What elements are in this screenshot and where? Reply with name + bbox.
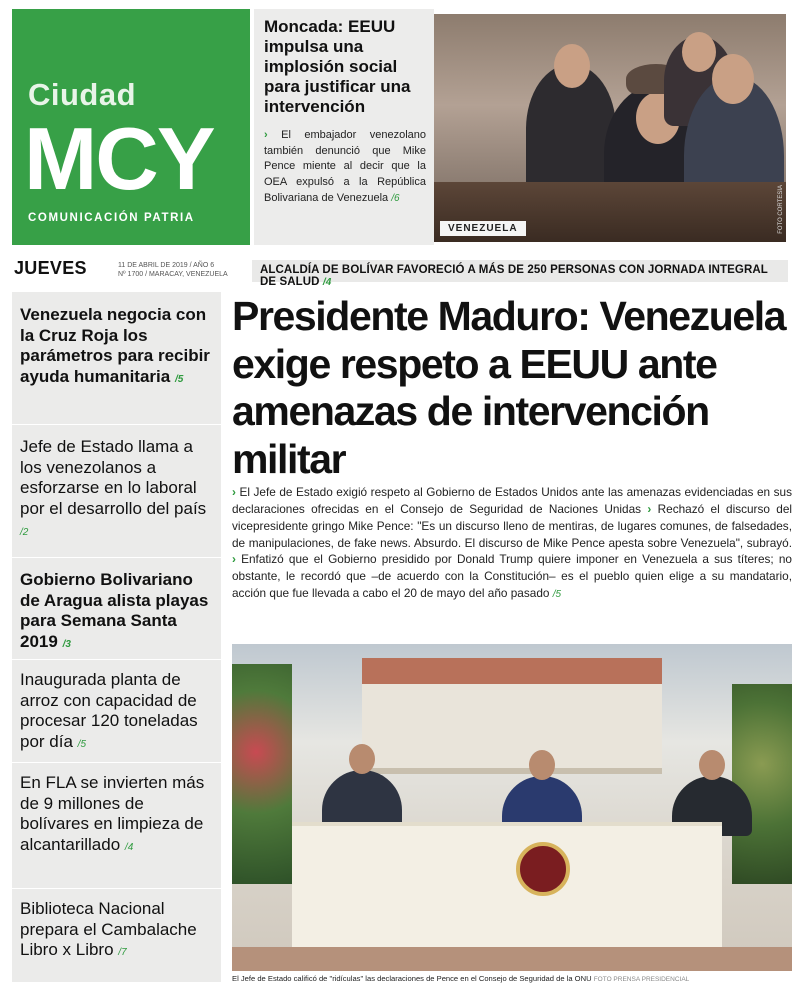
dateline-info [118, 261, 228, 280]
page-ref: /7 [118, 947, 127, 959]
divider [12, 888, 221, 889]
sidebar-item[interactable] [20, 305, 216, 388]
photo-credit: FOTO PRENSA PRESIDENCIAL [593, 976, 690, 983]
top-story-headline[interactable]: Moncada: EEUU impulsa una implosión social para justificar una intervención [264, 17, 411, 117]
sidebar-item-text: Venezuela negocia con la Cruz Roja los parámetros para recibir ayuda humanitaria [20, 305, 210, 387]
page-ref: /5 [174, 374, 184, 386]
sidebar-item-text: Jefe de Estado llama a los venezolanos a esforzarse en lo laboral por el desarrollo del país [20, 437, 207, 519]
chevron-right-icon: › [264, 129, 268, 142]
photo-figure-head [529, 750, 555, 780]
photo-building [362, 684, 662, 774]
photo-figure-head [554, 44, 590, 88]
photo-floor [232, 947, 792, 971]
page-ref: /4 [124, 842, 134, 854]
divider [12, 762, 221, 763]
photo-figure-head [712, 54, 754, 104]
page-ref: /4 [322, 277, 332, 288]
sidebar-item[interactable] [20, 670, 216, 753]
dateline-day: JUEVES [14, 258, 87, 278]
main-story-photo[interactable] [232, 644, 792, 971]
logo-tagline: COMUNICACIÓN PATRIA [28, 212, 195, 224]
page-ref: /3 [62, 639, 71, 651]
photo-plant [732, 684, 792, 884]
page-ref: /2 [20, 526, 29, 538]
photo-roof [362, 658, 662, 686]
photo-figure-head [699, 750, 725, 780]
logo-ciudad-text: Ciudad [28, 77, 137, 112]
dateline-date: 11 DE ABRIL DE 2019 / AÑO 6 [118, 262, 215, 269]
sidebar-item-text: Inaugurada planta de arroz con capacidad de procesar 120 toneladas por día [20, 670, 198, 752]
photo-table [292, 822, 722, 952]
sidebar-item-text: En FLA se invierten más de 9 millones de bolívares en limpieza de alcantarillado [20, 773, 205, 855]
main-story-paragraph: Enfatizó que el Gobierno presidido por Donald Trump quiere imponer en Venezuela a sus títeres; no obstante, le recordó que –de acuerdo con la Constitución– es el pueblo quien elige a su mandatario, acción que fue llevada a cabo el 20 de mayo del año pasado [232, 552, 792, 601]
photo-caption-text: El Jefe de Estado calificó de "ridículas" las declaraciones de Pence en el Consejo de Seguridad de la ONU [232, 974, 592, 983]
main-story-paragraph: El Jefe de Estado exigió respeto al Gobierno de Estados Unidos ante las amenazas evidenciadas en sus declaraciones ofrecidas en el Consejo de Seguridad de Naciones Unidas [232, 485, 792, 516]
photo-figure-head [682, 32, 716, 72]
photo-figure-head [349, 744, 375, 774]
flash-text: ALCALDÍA DE BOLÍVAR FAVORECIÓ A MÁS DE 250 PERSONAS CON JORNADA INTEGRAL DE SALUD [260, 264, 768, 288]
page-ref: /6 [391, 192, 400, 204]
top-story-photo[interactable] [434, 14, 786, 242]
sidebar-item-text: Biblioteca Nacional prepara el Cambalache Libro x Libro [20, 899, 197, 960]
sidebar-item[interactable] [20, 437, 216, 541]
photo-credit: FOTO CORTESÍA [778, 185, 784, 234]
divider [12, 557, 221, 558]
chevron-right-icon: › [232, 485, 236, 499]
top-story-lede-text: El embajador venezolano también denunció que Mike Pence miente al decir que la OEA expulsó a la República Bolivariana de Venezuela [264, 129, 426, 204]
sidebar-news [12, 292, 221, 982]
photo-caption [232, 974, 792, 983]
divider [12, 424, 221, 425]
page-ref: /5 [552, 589, 562, 601]
masthead-logo[interactable] [12, 9, 250, 245]
top-story-teaser[interactable] [254, 9, 434, 245]
top-story-lede [264, 128, 426, 206]
main-story-paragraph: Rechazó el discurso del vicepresidente gringo Mike Pence: "Es un discurso lleno de mentiras, de lugares comunes, de falsedades, de manipulaciones, de fake news. Absurdo. El discurso de Mike Pence apesta sobre Venezuela", subrayó. [232, 501, 793, 550]
main-story-body [232, 484, 792, 602]
flash-bar[interactable] [252, 260, 788, 288]
page-ref: /5 [77, 739, 87, 751]
sidebar-item[interactable] [20, 570, 216, 653]
logo-mcy-text: MCY [24, 109, 214, 208]
divider [12, 659, 221, 660]
sidebar-item-text: Gobierno Bolivariano de Aragua alista playas para Semana Santa 2019 [20, 570, 209, 652]
chevron-right-icon: › [232, 552, 236, 567]
coat-of-arms-icon [516, 842, 570, 896]
photo-plant [232, 664, 292, 884]
sidebar-item[interactable] [20, 773, 216, 856]
chevron-right-icon: › [647, 501, 652, 516]
main-story-headline[interactable]: Presidente Maduro: Venezuela exige respeto a EEUU ante amenazas de intervención militar [232, 293, 786, 482]
photo-nameplate: VENEZUELA [440, 221, 526, 236]
photo-figure [322, 770, 402, 830]
sidebar-item[interactable] [20, 899, 216, 961]
dateline-issue: Nº 1700 / MARACAY, VENEZUELA [118, 271, 228, 279]
